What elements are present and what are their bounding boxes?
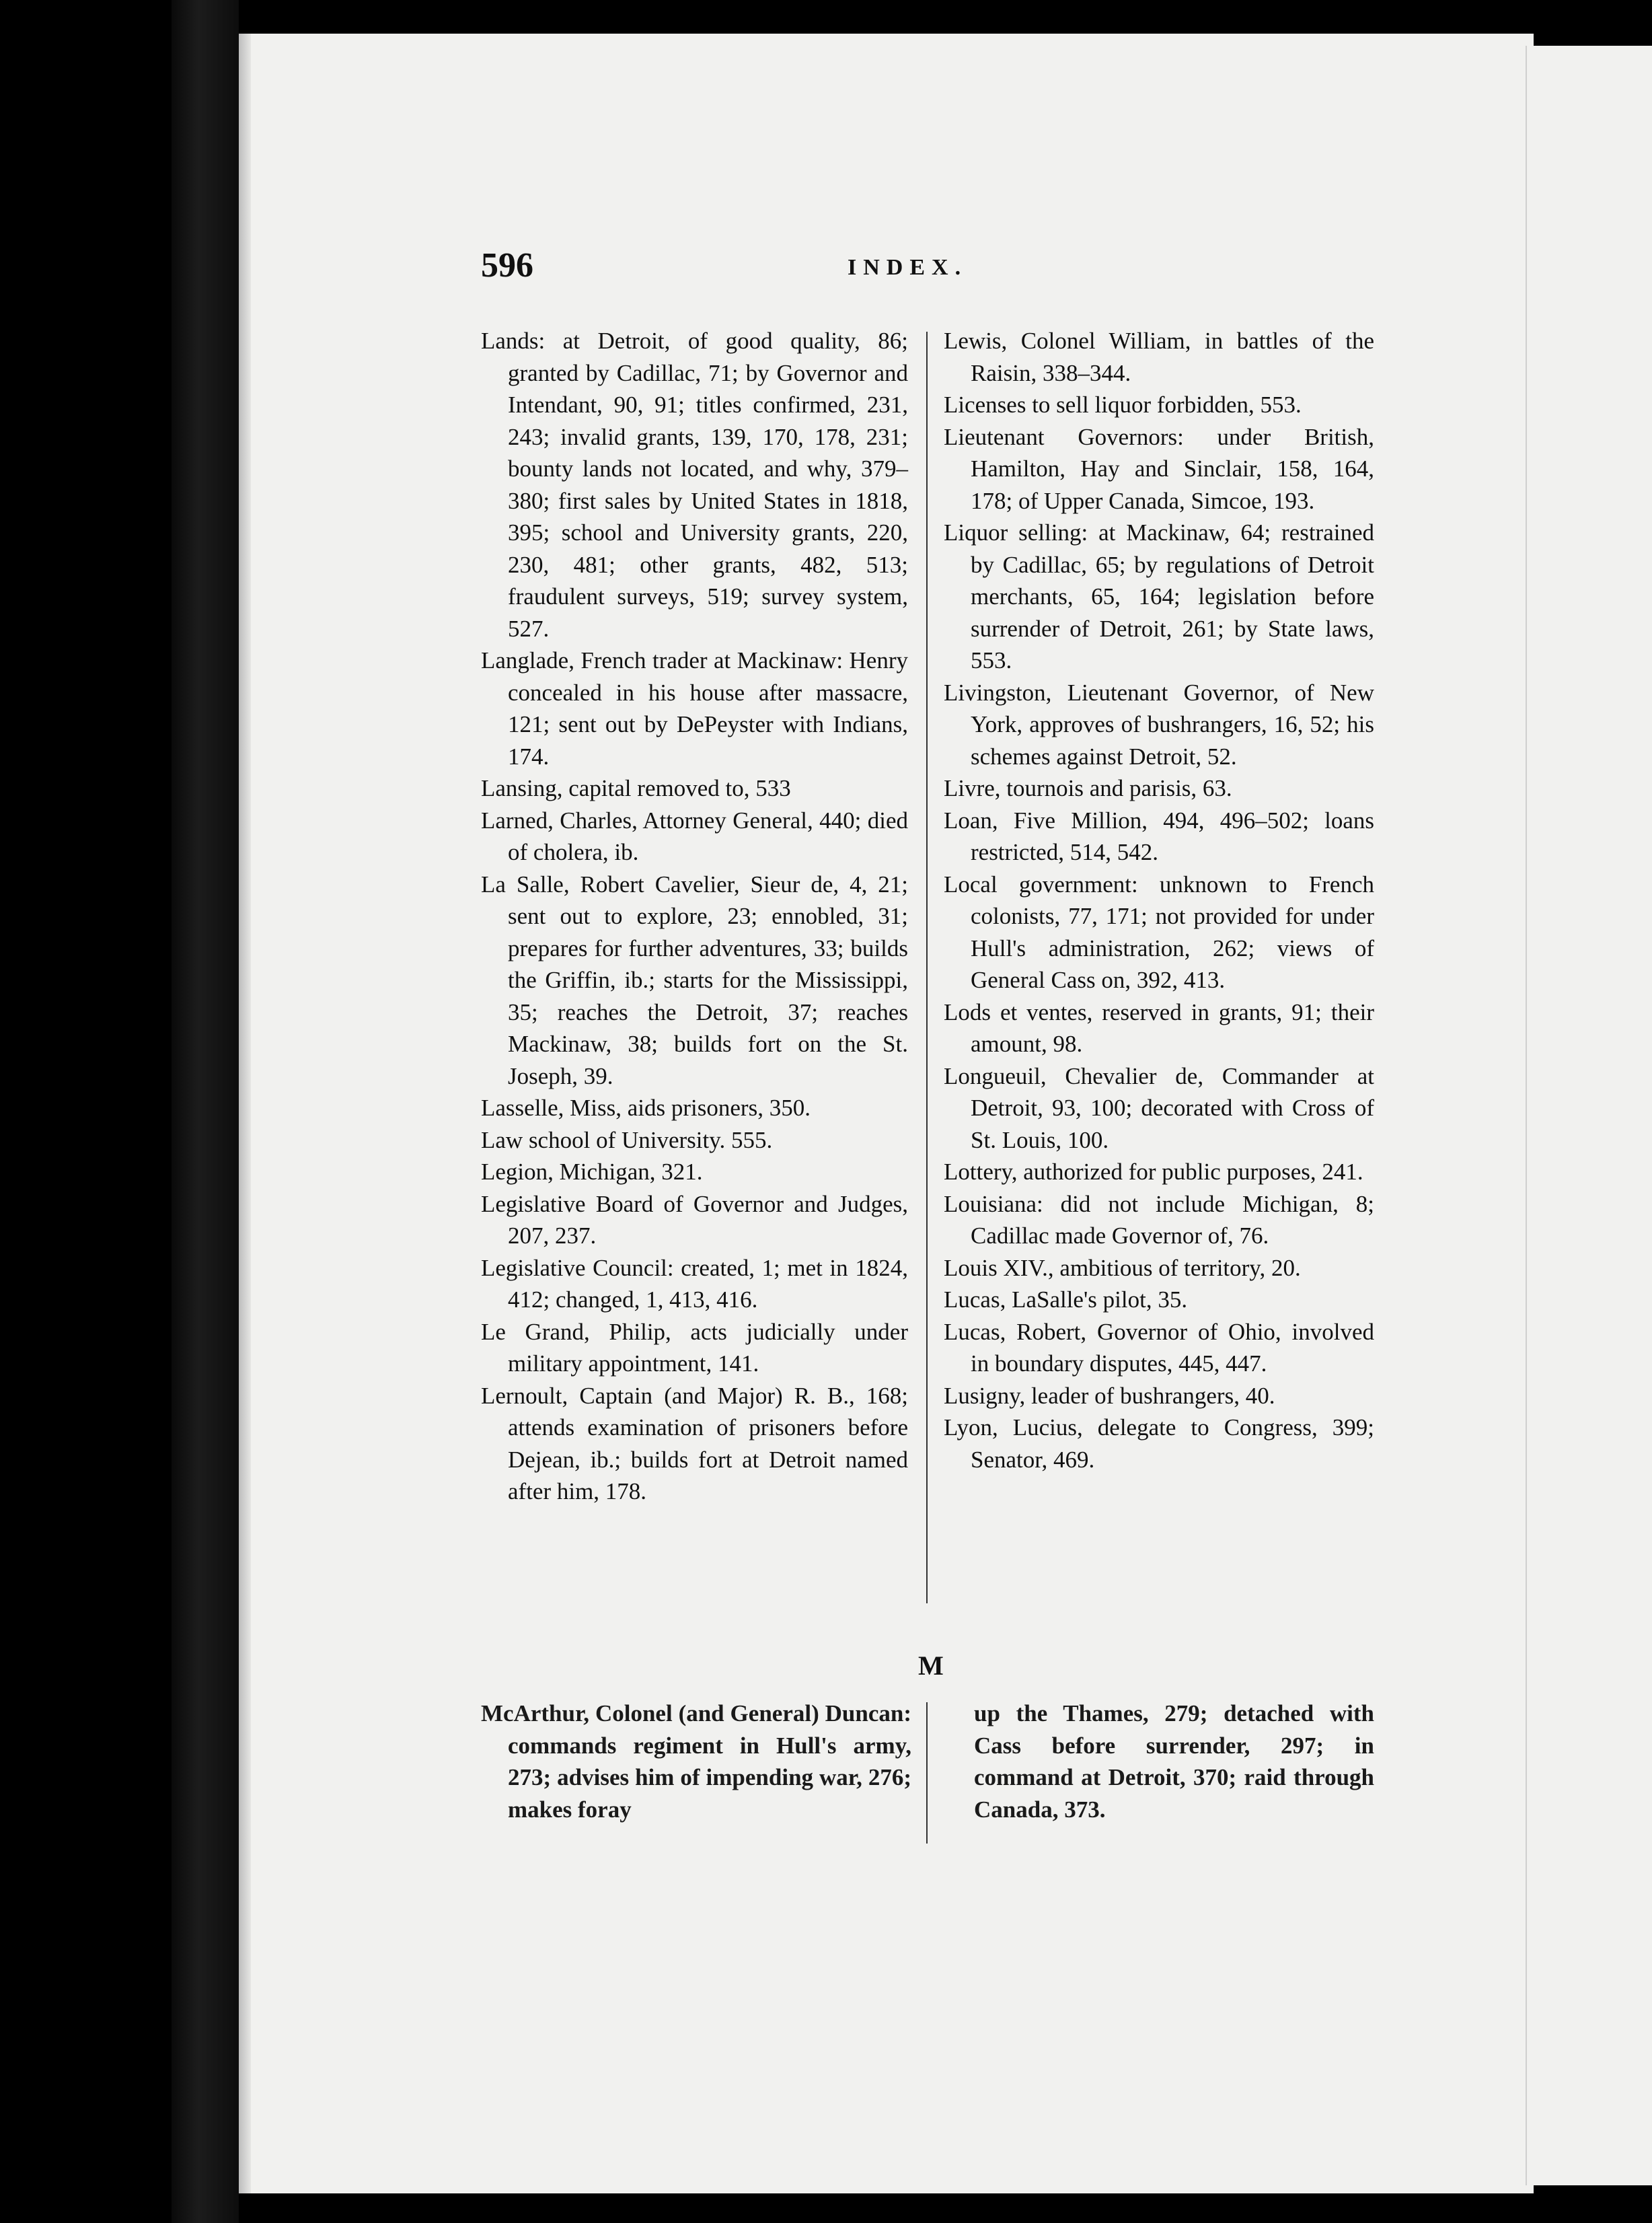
running-head [481, 246, 1376, 293]
index-entry: Lods et ventes, reserved in grants, 91; their amount, 98. [944, 998, 1374, 1057]
index-entry: Longueuil, Chevalier de, Commander at Detroit, 93, 100; decorated with Cross of St. Louis, 100. [944, 1062, 1374, 1153]
index-entry: La Salle, Robert Cavelier, Sieur de, 4, 21; sent out to explore, 23; ennobled, 31; prepares for further adventures, 33; builds the Griffin, ib.; starts for the Mississippi, 35; reaches the Detroit, 37; reaches Mackinaw, 38; builds fort on the St. Joseph, 39. [481, 871, 908, 1089]
index-entry: Legislative Council: created, 1; met in 1824, 412; changed, 1, 413, 416. [481, 1254, 908, 1313]
index-entry: Lasselle, Miss, aids prisoners, 350. [481, 1095, 811, 1121]
facing-page-edge [1526, 46, 1652, 2185]
index-entry: Livre, tournois and parisis, 63. [944, 775, 1232, 801]
index-entry: Lieutenant Governors: under British, Hamilton, Hay and Sinclair, 158, 164, 178; of Upper Canada, Simcoe, 193. [944, 423, 1374, 514]
index-entry: McArthur, Colonel (and General) Duncan: commands regiment in Hull's army, 273; advises him of impending war, 276; makes foray [481, 1700, 911, 1823]
column-divider [926, 1702, 928, 1844]
section-m-column-right [974, 1698, 1374, 1825]
index-entry: Lands: at Detroit, of good quality, 86; granted by Cadillac, 71; by Governor and Intendant, 90, 91; titles confirmed, 231, 243; invalid grants, 139, 170, 178, 231; bounty lands not located, and why, 379–380; first sales by United States in 1818, 395; school and University grants, 220, 230, 481; other grants, 482, 513; fraudulent surveys, 519; survey system, 527. [481, 328, 908, 642]
index-entry: Lucas, LaSalle's pilot, 35. [944, 1286, 1188, 1313]
index-entry: Lyon, Lucius, delegate to Congress, 399; Senator, 469. [944, 1414, 1374, 1473]
index-entry: Law school of University. 555. [481, 1126, 773, 1153]
index-entry: Langlade, French trader at Mackinaw: Henry concealed in his house after massacre, 121; sent out by DePeyster with Indians, 174. [481, 647, 908, 770]
index-entry: Licenses to sell liquor forbidden, 553. [944, 392, 1302, 418]
section-letter-heading: M [918, 1650, 944, 1681]
index-column-right [944, 325, 1374, 1475]
page-binding-edge [239, 34, 251, 2193]
index-entry: Lansing, capital removed to, 533 [481, 775, 791, 801]
index-entry: Legion, Michigan, 321. [481, 1159, 703, 1185]
running-title: INDEX. [848, 255, 968, 280]
index-entry: Livingston, Lieutenant Governor, of New York, approves of bushrangers, 16, 52; his schemes against Detroit, 52. [944, 679, 1374, 770]
index-entry: Lucas, Robert, Governor of Ohio, involved in boundary disputes, 445, 447. [944, 1318, 1374, 1377]
index-entry: Local government: unknown to French colonists, 77, 171; not provided for under Hull's administration, 262; views of General Cass on, 392, 413. [944, 871, 1374, 993]
index-entry: Louisiana: did not include Michigan, 8; Cadillac made Governor of, 76. [944, 1190, 1374, 1249]
index-entry: Loan, Five Million, 494, 496–502; loans restricted, 514, 542. [944, 807, 1374, 865]
index-entry-continuation: up the Thames, 279; detached with Cass before surrender, 297; in command at Detroit, 370; raid through Canada, 373. [974, 1700, 1374, 1823]
index-entry: Liquor selling: at Mackinaw, 64; restrained by Cadillac, 65; by regulations of Detroit merchants, 65, 164; legislation before surrender of Detroit, 261; by State laws, 553. [944, 519, 1374, 673]
index-entry: Lewis, Colonel William, in battles of the Raisin, 338–344. [944, 328, 1374, 386]
index-entry: Lottery, authorized for public purposes, 241. [944, 1159, 1363, 1185]
page-number: 596 [481, 246, 533, 285]
column-divider [926, 332, 928, 1603]
index-entry: Legislative Board of Governor and Judges, 207, 237. [481, 1190, 908, 1249]
index-entry: Larned, Charles, Attorney General, 440; died of cholera, ib. [481, 807, 908, 865]
index-entry: Lernoult, Captain (and Major) R. B., 168; attends examination of prisoners before Dejean, ib.; builds fort at Detroit named after him, 178. [481, 1382, 908, 1504]
scan-dark-margin [172, 0, 239, 2223]
section-m-column-left [481, 1698, 911, 1825]
index-entry: Louis XIV., ambitious of territory, 20. [944, 1254, 1301, 1281]
index-column-left [481, 325, 908, 1508]
index-entry: Le Grand, Philip, acts judicially under military appointment, 141. [481, 1318, 908, 1377]
index-entry: Lusigny, leader of bushrangers, 40. [944, 1382, 1275, 1409]
